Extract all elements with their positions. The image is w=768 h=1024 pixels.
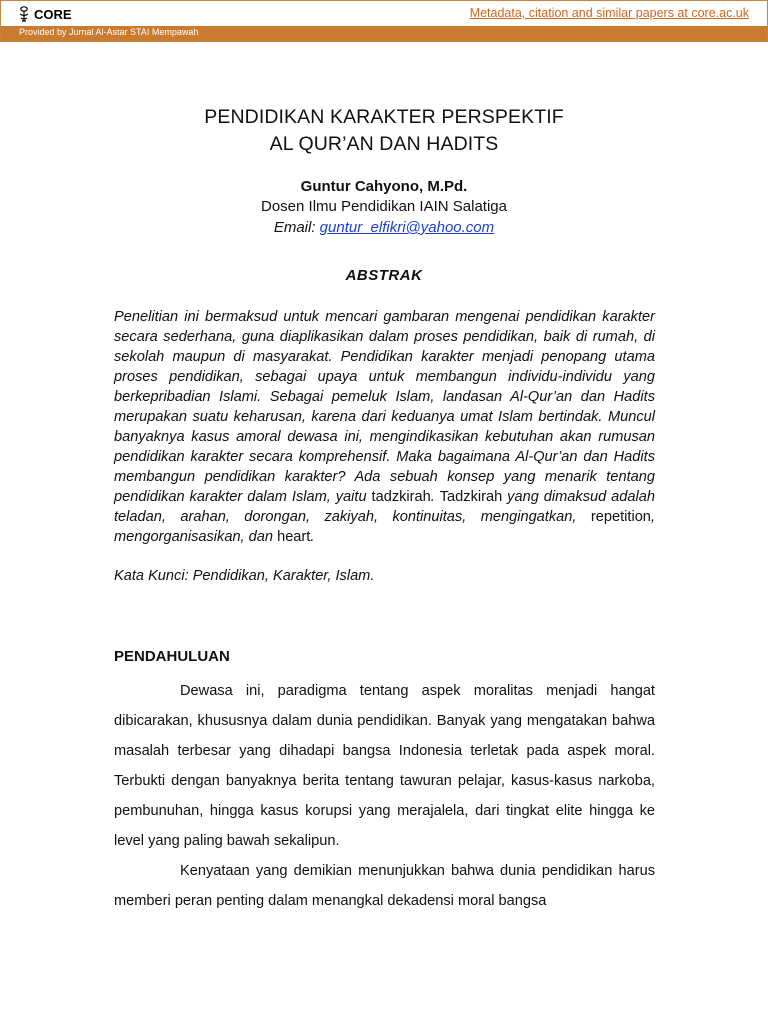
abstract-part2: . [430,489,440,505]
abstract-heading: ABSTRAK [345,267,423,284]
abstract-term-repetition: repetition [590,509,651,525]
email-label: Email: [273,219,320,236]
section-body [114,676,655,916]
core-logo-text: CORE [34,6,72,22]
author-email-line [0,219,768,236]
author-affiliation: Dosen Ilmu Pendidikan IAIN Salatiga [261,198,507,215]
body-paragraph-1: Dewasa ini, paradigma tentang aspek moralitas menjadi hangat dibicarakan, khususnya dalam dunia pendidikan. Banyak yang mengatakan bahwa masalah terbesar yang dihadapi bangsa Indonesia terletak pada aspek moral. Terbukti dengan banyaknya berita tentang tawuran pelajar, kasus-kasus narkoba, pembunuhan, hingga kasus korupsi yang merajalela, dari tingkat elite hingga ke level yang paling bawah sekalipun. [114,683,655,849]
abstract-term-heart: heart [277,529,311,545]
abstract-part5: . [310,529,315,545]
email-link[interactable]: guntur_elfikri@yahoo.com [319,219,495,236]
abstract-term-tadzkirah: tadzkirah [371,489,431,505]
abstract-part4: , mengorganisasikan, dan [114,509,655,545]
core-metadata-link[interactable]: Metadata, citation and similar papers at core.ac.uk [469,6,749,20]
core-banner [0,0,768,42]
abstract-part1: Penelitian ini bermaksud untuk mencari gambaran mengenai pendidikan karakter secara sederhana, guna diaplikasikan dalam proses pendidikan, baik di rumah, di sekolah maupun di masyarakat. Pendidikan karakter menjadi penopang utama proses pendidikan, sebagai upaya untuk membangun individu-individu yang berkepribadian Islami. Sebagai pemeluk Islam, landasan Al-Qur’an dan Hadits merupakan suatu keharusan, karena dari keduanya umat Islam bertindak. Muncul banyaknya kasus amoral dewasa ini, mengindikasikan kebutuhan akan rumusan pendidikan karakter secara komprehensif. Maka bagaimana Al-Qur’an dan Hadits membangun pendidikan karakter? Ada sebuah konsep yang menarik tentang pendidikan karakter dalam Islam, yaitu [114,309,655,505]
keywords: Kata Kunci: Pendidikan, Karakter, Islam. [114,568,375,584]
section-heading-pendahuluan: PENDAHULUAN [114,648,230,665]
abstract-text [114,307,655,547]
body-paragraph-2: Kenyataan yang demikian menunjukkan bahwa dunia pendidikan harus memberi peran penting dalam menangkal dekadensi moral bangsa [114,863,655,909]
abstract-term-tadzkirah-2: Tadzkirah [439,489,503,505]
core-logo[interactable] [17,5,72,23]
core-banner-strip [1,26,767,41]
core-banner-top [1,1,767,26]
author-name: Guntur Cahyono, M.Pd. [300,178,468,195]
core-logo-icon [17,6,31,23]
provided-by-text: Provided by Jurnal Al-Astar STAI Mempawah [19,27,199,37]
paper-title-line2: AL QUR’AN DAN HADITS [269,133,499,155]
paper-title-line1: PENDIDIKAN KARAKTER PERSPEKTIF [204,106,564,128]
abstract-part3: yang dimaksud adalah teladan, arahan, dorongan, zakiyah, kontinuitas, mengingatkan, [114,489,655,525]
